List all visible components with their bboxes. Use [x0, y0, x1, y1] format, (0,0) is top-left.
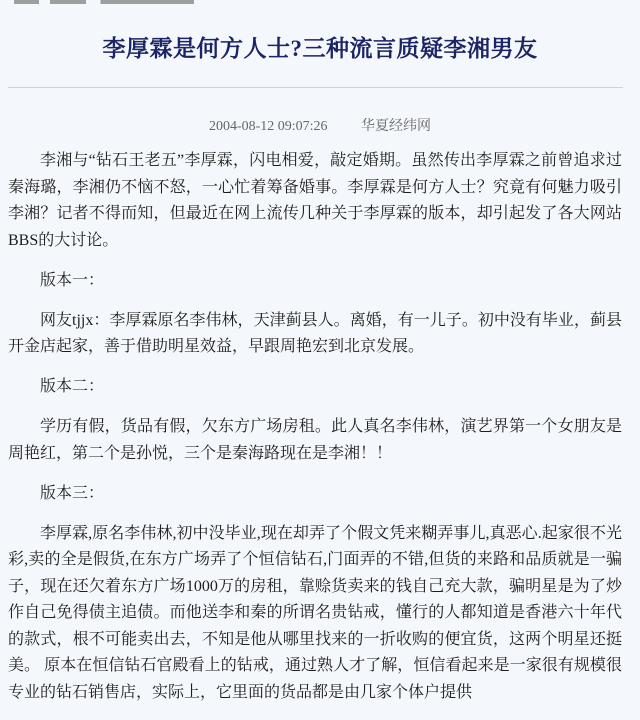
article-meta — [0, 115, 640, 135]
article-source: 华夏经纬网 — [361, 119, 432, 134]
article-datetime: 2004-08-12 09:07:26 — [208, 119, 328, 134]
cropped-breadcrumb — [14, 0, 194, 4]
article-title: 李厚霖是何方人士?三种流言质疑李湘男友 — [102, 36, 538, 61]
paragraph: 网友tjjx：李厚霖原名李伟林，天津蓟县人。离婚，有一儿子。初中没有毕业，蓟县开金店起家，善于借助明星效益，早跟周艳宏到北京发展。 — [8, 311, 622, 355]
paragraph: 学历有假，货品有假，欠东方广场房租。此人真名李伟林，演艺界第一个女朋友是周艳红，第二个是孙悦，三个是秦海路现在是李湘！！ — [8, 418, 622, 462]
article-body — [8, 148, 622, 720]
intro-paragraph: 李湘与“钻石王老五”李厚霖，闪电相爱，敲定婚期。虽然传出李厚霖之前曾追求过秦海璐，李湘仍不恼不怒，一心忙着筹备婚事。李厚霖是何方人士？究竟有何魅力吸引李湘？记者不得而知，但最近在网上流传几种关于李厚霖的版本，却引起发了各大网站BBS的大讨论。 — [8, 152, 622, 249]
paragraph: 李厚霖,原名李伟林,初中没毕业,现在却弄了个假文凭来糊弄事儿,真恶心.起家很不光彩,卖的全是假货,在东方广场弄了个恒信钻石,门面弄的不错,但货的来路和品质就是一骗子，现在还欠着东方广场1000万的房租，靠赊货卖来的钱自己充大款，骗明星是为了炒作自己免得债主追债。而他送李和秦的所谓名贵钻戒，懂行的人都知道是香港六十年代的款式，根不可能卖出去，不知是他从哪里找来的一折收购的便宜货，这两个明星还挺美。 原本在恒信钻石官殿看上的钻戒，通过熟人才了解，恒信看起来是一家很有规模很专业的钻石销售店，实际上，它里面的货品都是由几家个体户提供 — [8, 524, 622, 701]
version-heading: 版本二： — [40, 378, 105, 395]
version-heading: 版本三： — [40, 484, 105, 502]
title-divider — [8, 87, 623, 88]
version-heading: 版本一： — [40, 271, 105, 289]
